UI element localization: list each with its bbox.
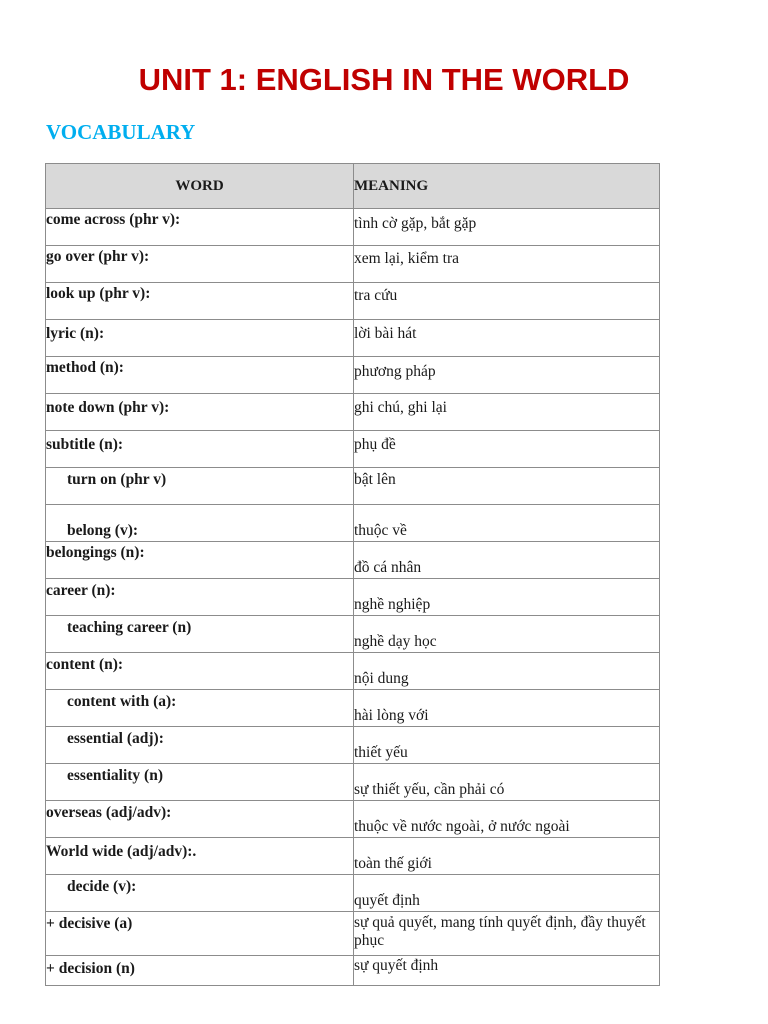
table-row: [46, 320, 660, 357]
meaning-cell: xem lại, kiểm tra: [354, 246, 660, 283]
table-row: [46, 431, 660, 468]
meaning-cell: đồ cá nhân: [354, 542, 660, 579]
word-cell: subtitle (n):: [46, 431, 354, 468]
meaning-cell: thiết yếu: [354, 727, 660, 764]
page-title: UNIT 1: ENGLISH IN THE WORLD: [138, 62, 630, 97]
word-cell: + decision (n): [46, 956, 354, 986]
meaning-cell: ghi chú, ghi lại: [354, 394, 660, 431]
word-cell: content with (a):: [46, 690, 354, 727]
meaning-cell: hài lòng với: [354, 690, 660, 727]
section-heading: VOCABULARY: [46, 120, 196, 144]
word-cell: career (n):: [46, 579, 354, 616]
table-row: [46, 727, 660, 764]
table-row: [46, 283, 660, 320]
meaning-cell: nội dung: [354, 653, 660, 690]
table-row: [46, 764, 660, 801]
meaning-cell: tra cứu: [354, 283, 660, 320]
word-cell: belongings (n):: [46, 542, 354, 579]
table-row: [46, 801, 660, 838]
table-row: [46, 956, 660, 986]
table-header-row: [46, 164, 660, 209]
table-row: [46, 579, 660, 616]
word-cell: go over (phr v):: [46, 246, 354, 283]
word-cell: teaching career (n): [46, 616, 354, 653]
vocabulary-table: [45, 163, 660, 986]
meaning-cell: lời bài hát: [354, 320, 660, 357]
table-row: [46, 616, 660, 653]
meaning-cell: sự quả quyết, mang tính quyết định, đầy thuyết phục: [354, 912, 660, 956]
table-row: [46, 875, 660, 912]
word-cell: + decisive (a): [46, 912, 354, 956]
word-cell: method (n):: [46, 357, 354, 394]
word-cell: look up (phr v):: [46, 283, 354, 320]
meaning-cell: nghề nghiệp: [354, 579, 660, 616]
word-cell: belong (v):: [46, 505, 354, 542]
table-row: [46, 468, 660, 505]
word-cell: lyric (n):: [46, 320, 354, 357]
table-row: [46, 209, 660, 246]
table-row: [46, 690, 660, 727]
word-cell: essentiality (n): [46, 764, 354, 801]
table-row: [46, 838, 660, 875]
meaning-cell: bật lên: [354, 468, 660, 505]
meaning-cell: nghề dạy học: [354, 616, 660, 653]
meaning-cell: phương pháp: [354, 357, 660, 394]
table-row: [46, 542, 660, 579]
word-cell: essential (adj):: [46, 727, 354, 764]
word-cell: decide (v):: [46, 875, 354, 912]
table-row: [46, 246, 660, 283]
meaning-cell: phụ đề: [354, 431, 660, 468]
word-cell: note down (phr v):: [46, 394, 354, 431]
meaning-cell: thuộc về: [354, 505, 660, 542]
header-word: WORD: [46, 164, 354, 209]
meaning-cell: thuộc về nước ngoài, ở nước ngoài: [354, 801, 660, 838]
meaning-cell: sự thiết yếu, cần phải có: [354, 764, 660, 801]
meaning-cell: toàn thế giới: [354, 838, 660, 875]
header-meaning: MEANING: [354, 164, 660, 209]
meaning-cell: quyết định: [354, 875, 660, 912]
meaning-cell: sự quyết định: [354, 956, 660, 986]
word-cell: overseas (adj/adv):: [46, 801, 354, 838]
word-cell: content (n):: [46, 653, 354, 690]
word-cell: turn on (phr v): [46, 468, 354, 505]
table-row: [46, 394, 660, 431]
word-cell: World wide (adj/adv):.: [46, 838, 354, 875]
table-row: [46, 505, 660, 542]
meaning-cell: tình cờ gặp, bắt gặp: [354, 209, 660, 246]
table-row: [46, 912, 660, 956]
table-row: [46, 653, 660, 690]
table-row: [46, 357, 660, 394]
word-cell: come across (phr v):: [46, 209, 354, 246]
